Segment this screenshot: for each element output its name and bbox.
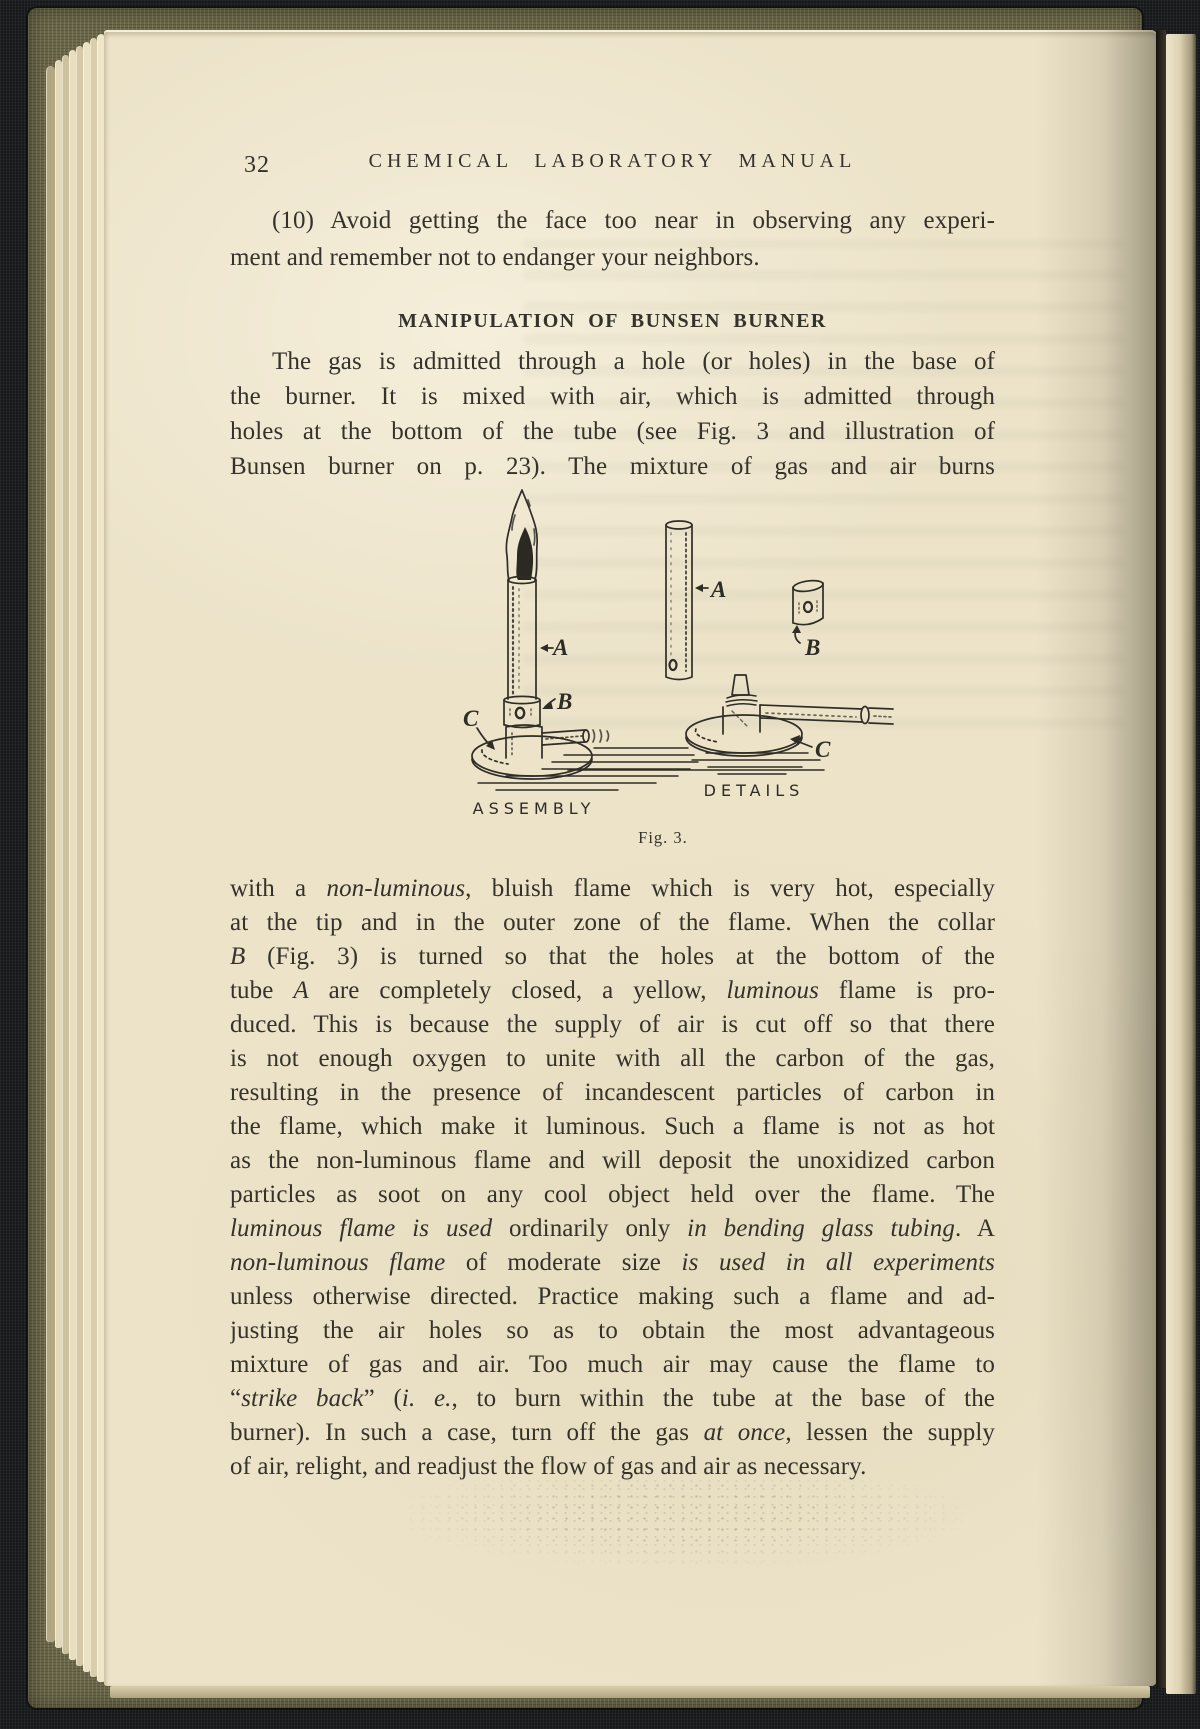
text-line: burner). In such a case, turn off the gas at once, lessen the supply [230,1419,995,1446]
figure-label-b: B [805,635,821,660]
figure-caption-assembly: ASSEMBLY [472,799,596,818]
detail-base-disc [686,715,802,753]
figure-label-b: B [557,689,573,714]
text-line: ment and remember not to endanger your neighbors. [230,244,760,271]
detail-collar [793,583,823,625]
detail-base-neck [723,705,760,734]
text-line: the burner. It is mixed with air, which is admitted through [230,383,995,410]
figure-caption-details: DETAILS [703,781,805,800]
gas-cock [732,675,749,695]
bottom-page-edges [110,1686,1150,1698]
running-title: CHEMICAL LABORATORY MANUAL [368,150,857,172]
text-line: of air, relight, and readjust the flow of gas and air as necessary. [230,1453,867,1480]
text-line: The gas is admitted through a hole (or holes) in the base of [272,348,995,375]
text-line: resulting in the presence of incandescent particles of carbon in [230,1079,995,1106]
text-line: justing the air holes so as to obtain the most advantageous [230,1317,995,1344]
figure-number: Fig. 3. [638,828,688,847]
text-line: mixture of gas and air. Too much air may cause the flame to [230,1351,995,1378]
book-page [104,30,1157,1686]
figure-label-c: C [815,737,831,762]
text-line: the flame, which make it luminous. Such a flame is not as hot [230,1113,995,1140]
bleed-through-speckles [404,1480,964,1566]
collar-hole [804,602,812,612]
gutter-shadow [1037,30,1157,1686]
detail-tube [666,525,692,680]
details-parts-drawing [666,521,893,774]
text-line: as the non-luminous flame and will deposit the unoxidized carbon [230,1147,995,1174]
tube-hole [670,660,677,670]
text-line: tube A are completely closed, a yellow, luminous flame is pro- [230,977,995,1004]
opposite-page-edge [1166,34,1196,1694]
text-line: luminous flame is used ordinarily only in bending glass tubing. A [230,1215,995,1242]
section-heading: MANIPULATION OF BUNSEN BURNER [398,310,827,332]
paragraph [230,872,995,1484]
detail-gas-pipe [760,705,862,722]
figure-3 [356,437,896,867]
text-line: (10) Avoid getting the face too near in observing any experi- [272,207,995,234]
flame-inner [516,527,533,580]
figure-3-drawing [356,437,896,867]
air-hole [516,708,524,718]
figure-label-a: A [711,577,727,602]
text-line: “strike back” (i. e., to burn within the tube at the base of the [230,1385,995,1412]
running-header [230,150,995,180]
figure-label-a: A [553,635,569,660]
text-line: with a non-luminous, bluish flame which is very hot, especially [230,875,995,902]
text-line: duced. This is because the supply of air is cut off so that there [230,1011,995,1038]
text-line: at the tip and in the outer zone of the flame. When the collar [230,909,995,936]
figure-label-c: C [463,706,479,731]
text-line: B (Fig. 3) is turned so that the holes at the bottom of the [230,943,995,970]
gutter-gap [1156,30,1166,1688]
paragraph [230,202,995,276]
page-number: 32 [244,152,270,178]
text-line: holes at the bottom of the tube (see Fig. 3 and illustration of [230,418,995,445]
text-line: particles as soot on any cool object held over the flame. The [230,1181,995,1208]
text-line: non-luminous flame of moderate size is used in all experiments [230,1249,995,1276]
assembly-burner-drawing [472,490,824,790]
text-line: Bunsen burner on p. 23). The mixture of gas and air burns [230,453,995,480]
text-line: unless otherwise directed. Practice making such a flame and ad- [230,1283,995,1310]
text-line: is not enough oxygen to unite with all the carbon of the gas, [230,1045,995,1072]
